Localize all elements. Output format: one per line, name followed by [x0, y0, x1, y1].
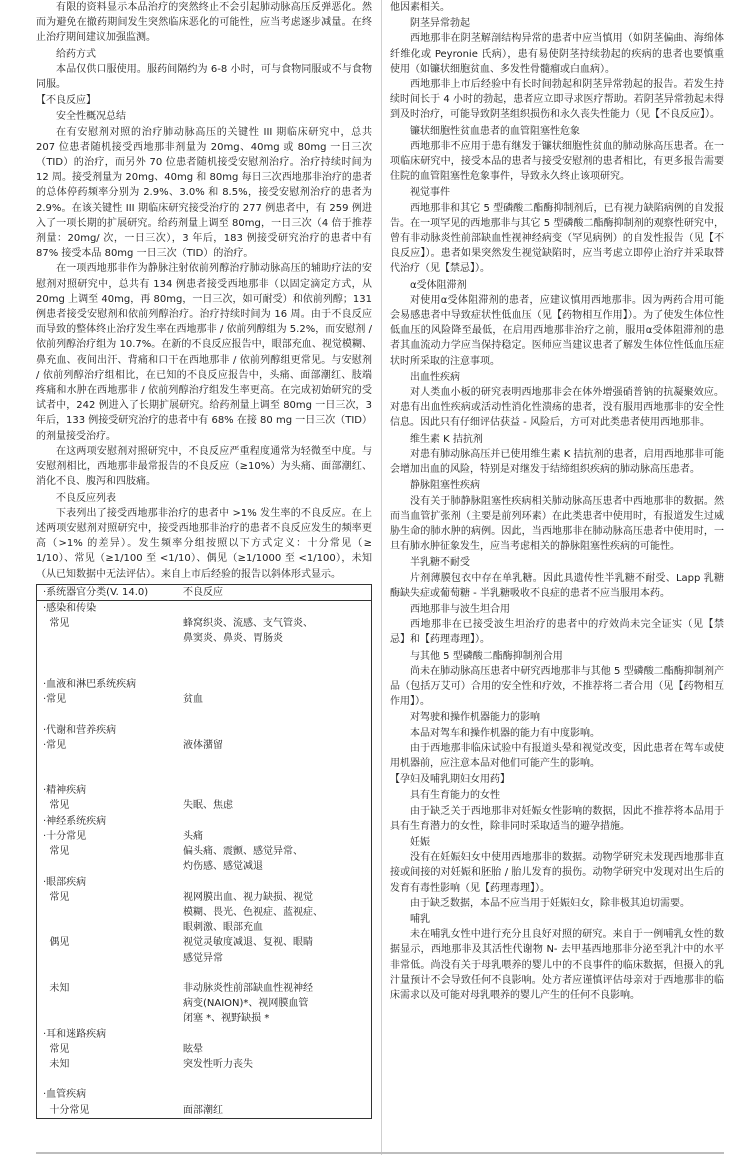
table-cell-category — [37, 966, 183, 981]
table-cell-reaction: 眩晕 — [183, 1043, 203, 1055]
table-cell-category: 常见 — [43, 800, 70, 812]
table-cell-reaction: 感觉异常 — [183, 952, 223, 964]
section-paragraph: 尚未在肺动脉高压患者中研究西地那非与其他 5 型磷酸二酯酶抑制剂产品（包括万艾可）合用的安全性和疗效，不推荐将二者合用（见【药物相互作用】）。 — [390, 665, 724, 708]
table-row — [37, 738, 371, 753]
table-cell-reaction — [183, 966, 371, 981]
precautions-sections — [390, 16, 724, 771]
table-cell-reaction — [183, 647, 371, 662]
section-heading: 半乳糖不耐受 — [410, 557, 470, 569]
table-row — [37, 844, 371, 859]
table-cell-reaction — [183, 1072, 371, 1087]
table-row — [37, 1057, 371, 1072]
table-cell-category: 常见 — [43, 618, 70, 630]
table-row — [37, 798, 371, 813]
section-heading: 具有生育能力的女性 — [410, 790, 500, 802]
section-paragraph: 由于缺乏数据，本品不应当用于妊娠妇女，除非极其迫切需要。 — [410, 897, 690, 909]
table-cell-category — [37, 859, 183, 874]
table-cell-category: ·血管疾病 — [43, 1089, 87, 1101]
table-row — [37, 1072, 371, 1087]
right-column — [390, 0, 724, 1003]
table-cell-reaction: 视觉灵敏度减退、复视、眼睛 — [183, 937, 313, 949]
table-row — [37, 616, 371, 631]
section-heading: 对驾驶和操作机器能力的影响 — [410, 712, 540, 724]
section-paragraph: 西地那非在阴茎解剖结构异常的患者中应当慎用（如阴茎偏曲、海绵体纤维化或 Peyronie 氏病），患有易使阴茎持续勃起的疾病的患者也要慎重使用（如镰状细胞贫血、多发性骨髓瘤或白血病）。 — [390, 33, 724, 75]
table-row — [37, 631, 371, 646]
table-cell-category: ·感染和传染 — [43, 602, 97, 614]
table-cell-category: ·血液和淋巴系统疾病 — [43, 678, 137, 690]
table-cell-reaction: 模糊、畏光、色视症、蓝视症、 — [183, 906, 323, 918]
table-cell-category: ·常见 — [43, 739, 67, 751]
table-cell-category: 常见 — [43, 1043, 70, 1055]
section-paragraph: 西地那非在已接受波生坦治疗的患者中的疗效尚未完全证实（见【禁忌】和【药理毒理】）。 — [390, 619, 724, 646]
section-paragraph: 由于西地那非临床试验中有报道头晕和视觉改变，因此患者在驾车或使用机器前，应注意本品对他们可能产生的影响。 — [390, 742, 724, 769]
section-heading: 妊娠 — [410, 836, 430, 848]
table-cell-category: ·代谢和营养疾病 — [43, 724, 117, 736]
left-column — [36, 0, 372, 1119]
table-row — [37, 647, 371, 662]
section-paragraph: 对患有肺动脉高压并已使用维生素 K 拮抗剂的患者，启用西地那非可能会增加出血的风险，特别是对继发于结缔组织疾病的肺动脉高压患者。 — [390, 448, 724, 476]
pregnancy-sections — [390, 788, 724, 1003]
table-cell-reaction — [183, 753, 371, 768]
section-heading: 与其他 5 型磷酸二酯酶抑制剂合用 — [410, 650, 563, 662]
section-paragraph: 本品对驾车和操作机器的能力有中度影响。 — [410, 727, 600, 739]
table-cell-category: ·常见 — [43, 694, 67, 706]
section-paragraph: 由于缺乏关于西地那非对妊娠女性影响的数据，因此不推荐将本品用于具有生育潜力的女性，除非同时采取适当的避孕措施。 — [390, 805, 724, 832]
table-cell-reaction: 非动脉炎性前部缺血性视神经 — [183, 982, 313, 994]
list-paragraph: 下表列出了接受西地那非治疗的患者中 >1% 发生率的不良反应。在上述两项安慰剂对照研究中，接受西地那非治疗的患者不良反应发生的频率更高（>1% 的差异）。发生频率分组按照以下方式定义：十分常见（≥ 1/10）、常见（≥1/100 至 <1/10）、偶见（≥1/1000 至 <1/100），未知（从已知数据中无法评估）。来自上市后经验的报告以斜体形式显示。 — [36, 507, 372, 580]
table-header-soc: ·系统器官分类(V. 14.0) — [43, 586, 149, 598]
table-row — [37, 707, 371, 722]
table-row — [37, 1011, 371, 1026]
table-cell-category — [37, 707, 183, 722]
section-paragraph: 对人类血小板的研究表明西地那非会在体外增强硝普钠的抗凝聚效应。对患有出血性疾病或活动性消化性溃疡的患者，没有服用西地那非的安全性信息。因此只有仔细评估获益 - 风险后，方可对此类患者使用西地那非。 — [390, 387, 724, 429]
table-cell-category — [37, 920, 183, 935]
dosing-heading: 给药方式 — [56, 48, 96, 60]
table-cell-category: 常见 — [43, 891, 70, 903]
section-paragraph: 西地那非上市后经验中有长时间勃起和阴茎异常勃起的报告。若发生持续时间长于 4 小时的勃起，患者应立即寻求医疗帮助。若阴茎异常勃起未得到及时治疗，可能导致阴茎组织损伤和永久丧失性能力（见【不良反应】）。 — [390, 79, 724, 121]
table-cell-reaction — [183, 1087, 371, 1102]
section-heading: 出血性疾病 — [410, 371, 460, 383]
intro-paragraph: 有限的资料显示本品治疗的突然终止不会引起肺动脉高压反弹恶化。然而为避免在撤药期间发生突然临床恶化的可能性，应当考虑逐步减量。在终止治疗期间建议加强监测。 — [36, 2, 372, 44]
table-cell-reaction — [183, 1027, 371, 1042]
table-row — [37, 601, 371, 616]
table-cell-category — [37, 905, 183, 920]
table-row — [37, 1027, 371, 1042]
section-paragraph: 没有关于肺静脉阻塞性疾病相关肺动脉高压患者中西地那非的数据。然而当血管扩张剂（主要是前列环素）在此类患者中使用时，有报道发生过威胁生命的肺水肿的病例。因此，当西地那非在肺动脉高压患者中使用时，一旦有肺水肿征象发生，应当考虑相关的静脉阻塞性疾病的可能性。 — [390, 495, 724, 553]
column-divider — [381, 0, 382, 1155]
table-cell-category — [37, 1072, 183, 1087]
section-paragraph: 西地那非不应用于患有继发于镰状细胞性贫血的肺动脉高压患者。在一项临床研究中，接受本品的患者与接受安慰剂的患者相比，有更多报告需要住院的血管阻塞性危象事件，导致永久终止该项研究。 — [390, 140, 724, 183]
section-paragraph: 片剂薄膜包衣中存在单乳糖。因此具遗传性半乳糖不耐受、Lapp 乳糖酶缺失症或葡萄糖 - 半乳糖吸收不良症的患者不应当服用本药。 — [390, 572, 724, 599]
table-cell-category: 偶见 — [43, 937, 70, 949]
table-cell-reaction — [183, 662, 371, 677]
table-cell-category: ·神经系统疾病 — [43, 815, 107, 827]
table-row — [37, 996, 371, 1011]
table-cell-reaction: 突发性听力丧失 — [183, 1058, 253, 1070]
table-row — [37, 890, 371, 905]
table-cell-category: 十分常见 — [43, 1104, 90, 1116]
bottom-rule — [36, 1152, 724, 1154]
table-cell-category — [37, 768, 183, 783]
table-header-reaction: 不良反应 — [183, 586, 223, 598]
table-row — [37, 966, 371, 981]
table-cell-category: ·耳和迷路疾病 — [43, 1028, 107, 1040]
table-row — [37, 692, 371, 707]
table-cell-reaction — [183, 875, 371, 890]
section-heading: 哺乳 — [410, 913, 430, 925]
section-heading: 阴茎异常勃起 — [410, 18, 470, 30]
table-cell-category: 未知 — [43, 982, 70, 994]
table-row — [37, 859, 371, 874]
table-row — [37, 783, 371, 798]
table-body — [37, 601, 371, 1118]
table-cell-reaction: 病变(NAION)*、视网膜血管 — [183, 998, 309, 1010]
table-cell-reaction — [183, 601, 371, 616]
table-cell-reaction: 头痛 — [183, 830, 203, 842]
section-heading: 维生素 K 拮抗剂 — [410, 433, 483, 445]
dosing-paragraph: 本品仅供口服使用。服药间隔约为 6-8 小时，可与食物同服或不与食物同服。 — [36, 63, 372, 91]
safety-paragraph: 在一项西地那非作为静脉注射依前列醇治疗肺动脉高压的辅助疗法的安慰剂对照研究中，总共有 134 例患者接受西地那非（以固定滴定方式，从 20mg 上调至 40mg，再 80mg，一日三次，如可耐受）和依前列醇；131 例患者接受安慰剂和依前列醇治疗。治疗持续时间为 16 周。由于不良反应而导致的整体终止治疗发生率在西地那非 / 依前列醇组为 5.2%，而安慰剂 / 依前列醇治疗组为 10.7%。在新的不良反应报告中，眼部充血、视觉模糊、鼻充血、夜间出汗、背痛和口干在西地那非 / 依前列醇组更常见。与安慰剂 / 依前列醇治疗组相比，在已知的不良反应报告中，头痛、面部潮红、肢端疼痛和水肿在西地那非 / 依前列醇治疗组发生率更高。在完成初始研究的受试者中，242 例进入了长期扩展研究。给药剂量上调至 80mg 一日三次，3 年后，133 例接受研究治疗的患者中有 68% 在接 80 mg 一日三次（TID）的剂量接受治疗。 — [36, 263, 372, 442]
table-cell-reaction: 鼻窦炎、鼻炎、胃肠炎 — [183, 633, 283, 645]
table-cell-category — [37, 996, 183, 1011]
table-cell-reaction: 灼伤感、感觉减退 — [183, 861, 263, 873]
table-cell-category — [37, 1011, 183, 1026]
table-cell-reaction — [183, 768, 371, 783]
table-cell-category — [37, 631, 183, 646]
table-cell-category: ·十分常见 — [43, 830, 87, 842]
table-row — [37, 723, 371, 738]
table-row — [37, 768, 371, 783]
table-row — [37, 905, 371, 920]
pregnancy-heading: 【孕妇及哺乳期妇女用药】 — [390, 774, 510, 786]
table-row — [37, 753, 371, 768]
table-row — [37, 1103, 371, 1118]
section-heading: α受体阻滞剂 — [410, 279, 467, 291]
table-cell-category — [37, 647, 183, 662]
table-row — [37, 677, 371, 692]
section-paragraph: 西地那非和其它 5 型磷酸二酯酶抑制剂后，已有视力缺陷病例的自发报告。在一项罕见的西地那非与其它 5 型磷酸二酯酶抑制剂的观察性研究中，曾有非动脉炎性前部缺血性视神经病变（罕见病例）的自发性报告（见【不良反应】）。患者如果突然发生视觉缺陷时，应当考虑立即停止治疗并采取替代治疗（见【禁忌】）。 — [390, 202, 724, 275]
table-cell-reaction — [183, 677, 371, 692]
section-heading: 静脉阻塞性疾病 — [410, 480, 480, 492]
table-cell-reaction — [183, 814, 371, 829]
section-paragraph: 对使用α受体阻滞剂的患者，应建议慎用西地那非。因为两药合用可能会易感患者中导致症状性低血压（见【药物相互作用】）。为了使发生体位性低血压的风险降至最低，在启用西地那非治疗之前，服用α受体阻滞剂的患者其血流动力学应当保持稳定。医师应当建议患者了解发生体位性低血压症状时所采取的注意事项。 — [390, 294, 724, 367]
table-cell-category: 常见 — [43, 846, 70, 858]
table-cell-category: ·精神疾病 — [43, 785, 87, 797]
section-paragraph: 没有在妊娠妇女中使用西地那非的数据。动物学研究未发现西地那非直接或间接的对妊娠和胚胎 / 胎儿发育的损伤。动物学研究中发现对出生后的发育有毒性影响（见【药理毒理】）。 — [390, 852, 724, 894]
safety-heading: 安全性概况总结 — [56, 111, 126, 123]
section-heading: 视觉事件 — [410, 187, 450, 199]
table-cell-reaction: 失眠、焦虑 — [183, 800, 233, 812]
table-row — [37, 981, 371, 996]
table-cell-category — [37, 951, 183, 966]
table-cell-reaction: 面部潮红 — [183, 1104, 223, 1116]
table-cell-category — [37, 662, 183, 677]
safety-paragraph: 在有安慰剂对照的治疗肺动脉高压的关键性 III 期临床研究中，总共 207 位患者随机接受西地那非剂量为 20mg、40mg 或 80mg 一日三次（TID）的治疗，而另外 70 位患者随机接受安慰剂治疗。治疗持续时间为 12 周。接受剂量为 20mg、40mg 和 80mg 每日三次西地那非治疗的患者的总体停药频率分别为 2.9%、3.0% 和 8.5%，接受安慰剂治疗的患者为 2.9%。在该关键性 III 期临床研究接受治疗的 277 例患者中，有 259 例进入了一项长期的扩展研究。给药剂量上调至 80mg，一日三次（4 倍于推荐剂量：20mg/ 次，一日三次），3 年后，183 例接受研究治疗的患者中有 87% 接受本品 80mg 一日三次（TID）的治疗。 — [36, 126, 372, 260]
table-cell-reaction: 液体潴留 — [183, 739, 223, 751]
continuation-text: 他因素相关。 — [390, 2, 450, 13]
table-row — [37, 920, 371, 935]
section-heading: 西地那非与波生坦合用 — [410, 603, 510, 615]
table-row — [37, 951, 371, 966]
list-heading: 不良反应列表 — [56, 492, 116, 504]
table-cell-reaction — [183, 723, 371, 738]
table-row — [37, 814, 371, 829]
section-paragraph: 未在哺乳女性中进行充分且良好对照的研究。来自于一例哺乳女性的数据显示，西地那非及其活性代谢物 N- 去甲基西地那非分泌至乳汁中的水平非常低。尚没有关于母乳喂养的婴儿中的不良事件的临床数据，但摄入的乳汁量预计不会导致任何不良影响。处方者应谨慎评估母亲对于西地那非的临床需求以及可能对母乳喂养的婴儿产生的任何不良影响。 — [390, 929, 724, 1001]
adverse-reactions-heading: 【不良反应】 — [36, 95, 96, 107]
table-row — [37, 662, 371, 677]
table-row — [37, 1087, 371, 1102]
section-heading: 镰状细胞性贫血患者的血管阻塞性危象 — [410, 125, 580, 137]
table-header — [37, 585, 371, 601]
table-row — [37, 829, 371, 844]
table-cell-reaction: 眼刺激、眼部充血 — [183, 922, 263, 934]
table-row — [37, 935, 371, 950]
table-cell-reaction: 偏头痛、震颤、感觉异常、 — [183, 846, 303, 858]
table-cell-reaction: 贫血 — [183, 694, 203, 706]
safety-paragraph: 在这两项安慰剂对照研究中，不良反应严重程度通常为轻微至中度。与安慰剂相比，西地那非最常报告的不良反应（≥10%）为头痛、面部潮红、消化不良、腹泻和四肢痛。 — [36, 445, 372, 488]
table-cell-reaction — [183, 707, 371, 722]
table-row — [37, 1042, 371, 1057]
adverse-reactions-table — [36, 584, 372, 1119]
table-cell-reaction: 蜂窝织炎、流感、支气管炎、 — [183, 618, 313, 630]
table-cell-reaction: 视网膜出血、视力缺损、视觉 — [183, 891, 313, 903]
table-cell-category: ·眼部疾病 — [43, 876, 87, 888]
table-cell-reaction — [183, 783, 371, 798]
table-cell-category: 未知 — [43, 1058, 70, 1070]
table-row — [37, 875, 371, 890]
table-cell-category — [37, 753, 183, 768]
table-cell-reaction: 闭塞 *、视野缺损 * — [183, 1013, 270, 1025]
